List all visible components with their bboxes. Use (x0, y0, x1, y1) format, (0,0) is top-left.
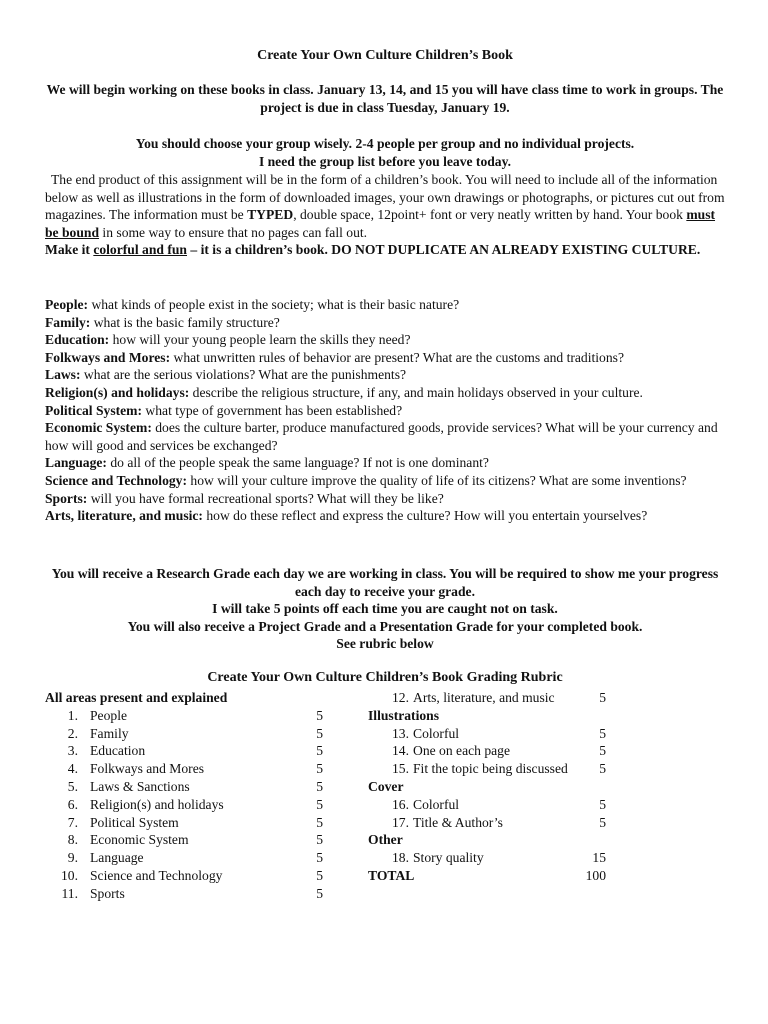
category-term: People: (45, 297, 89, 312)
rubric-number: 6. (67, 796, 78, 812)
category-item (45, 402, 725, 420)
rubric-label: Political System (90, 814, 179, 830)
intro-paragraph: We will begin working on these books in class. January 13, 14, and 15 you will have class time to work in groups. The project is due in class Tuesday, January 19. (46, 82, 724, 115)
rubric-label: Colorful (413, 796, 460, 812)
rubric-label: Fit the topic being discussed (413, 761, 568, 777)
para-colorful: colorful and fun (93, 242, 187, 258)
rubric-total-row (368, 867, 668, 885)
rubric-section-header (368, 831, 668, 849)
rubric-points: 5 (316, 867, 323, 883)
category-item (45, 296, 725, 314)
rubric-section-label: Other (368, 832, 403, 848)
rubric-row (368, 814, 668, 832)
rubric-points: 5 (316, 725, 323, 741)
rubric-row (368, 796, 668, 814)
rubric-number: 10. (61, 867, 78, 883)
rubric-number: 5. (67, 778, 78, 794)
rubric-points: 5 (316, 850, 323, 866)
category-term: Political System: (45, 402, 143, 418)
category-item (45, 349, 725, 367)
rubric-row (368, 849, 668, 867)
rubric-number: 15. (392, 761, 409, 777)
para-bold-1: Make it (45, 242, 94, 258)
rubric-number: 8. (67, 832, 78, 848)
rubric-label: People (90, 707, 127, 723)
category-desc: what are the serious violations? What are the punishments? (80, 367, 407, 383)
category-item (45, 314, 725, 332)
rubric-points: 5 (316, 761, 323, 777)
category-desc: describe the religious structure, if any, and main holidays observed in your culture. (189, 384, 643, 400)
rubric-left-column (45, 689, 345, 903)
rubric-label: Language (90, 850, 144, 866)
category-item (45, 384, 725, 402)
rubric-row (368, 760, 668, 778)
rubric-points: 5 (599, 743, 606, 759)
category-term: Arts, literature, and music: (45, 508, 203, 524)
group-line-2: I need the group list before you leave today. (258, 153, 512, 169)
grading-notes (45, 565, 725, 653)
rubric-points: 5 (316, 814, 323, 830)
category-term: Sports: (45, 490, 88, 506)
rubric-row (368, 725, 668, 743)
rubric-section-label: Cover (368, 778, 404, 794)
category-item (45, 419, 725, 454)
rubric-number: 13. (392, 725, 409, 741)
category-term: Family: (45, 314, 91, 330)
category-item (45, 472, 725, 490)
rubric-number: 12. (392, 690, 409, 705)
category-desc: how do these reflect and express the culture? How will you entertain yourselves? (202, 508, 648, 524)
rubric-number: 1. (67, 707, 78, 723)
rubric-total-points: 100 (585, 867, 606, 883)
rubric-number: 17. (392, 814, 409, 830)
rubric-label: Family (90, 725, 129, 741)
para-typed: TYPED (247, 207, 294, 223)
rubric-label: Education (90, 743, 146, 759)
rubric-points: 5 (316, 796, 323, 812)
document-title: Create Your Own Culture Children’s Book (257, 48, 513, 63)
rubric-row (45, 707, 345, 725)
category-item (45, 454, 725, 472)
rubric-row (45, 849, 345, 867)
rubric-row (45, 778, 345, 796)
rubric-row (45, 796, 345, 814)
category-item (45, 331, 725, 349)
category-term: Education: (45, 332, 110, 348)
para-text-3: in some way to ensure that no pages can fall out. (99, 224, 368, 240)
assignment-paragraph (45, 171, 725, 259)
rubric-number: 16. (392, 796, 409, 812)
para-bound: must be bound (45, 207, 716, 240)
rubric-label: Title & Author’s (413, 814, 503, 830)
category-desc: how will your young people learn the skills they need? (109, 332, 411, 348)
grading-note: See rubric below (336, 636, 434, 652)
category-item (45, 490, 725, 508)
rubric-row (45, 831, 345, 849)
category-term: Language: (45, 455, 107, 471)
category-desc: do all of the people speak the same language? If not is one dominant? (106, 455, 489, 471)
category-term: Religion(s) and holidays: (45, 384, 190, 400)
rubric-points: 5 (316, 885, 323, 901)
rubric-label: Economic System (90, 832, 189, 848)
rubric-label: Arts, literature, and music (413, 690, 555, 705)
category-desc: does the culture barter, produce manufactured goods, provide services? What will be your currency and how will good and services be exchanged? (45, 420, 718, 453)
rubric-points: 5 (599, 814, 606, 830)
category-desc: how will your culture improve the quality of life of its citizens? What are some inventions? (187, 472, 687, 488)
category-desc: what kinds of people exist in the society; what is their basic nature? (88, 297, 460, 312)
rubric-label: Folkways and Mores (90, 761, 205, 777)
rubric-label: One on each page (413, 743, 510, 759)
rubric-number: 14. (392, 743, 409, 759)
category-desc: what is the basic family structure? (90, 314, 280, 330)
rubric-label: Sports (90, 885, 125, 901)
rubric-label: Story quality (413, 850, 484, 866)
group-instructions (45, 135, 725, 170)
rubric-points: 5 (316, 743, 323, 759)
rubric-number: 2. (67, 725, 78, 741)
rubric-row (45, 814, 345, 832)
rubric-points: 5 (316, 778, 323, 794)
category-term: Laws: (45, 367, 81, 383)
rubric-points: 5 (316, 707, 323, 723)
rubric-label: Laws & Sanctions (90, 778, 190, 794)
rubric-label: Science and Technology (90, 867, 223, 883)
category-term: Folkways and Mores: (45, 349, 171, 365)
group-line-1: You should choose your group wisely. 2-4 people per group and no individual projects. (135, 136, 635, 151)
category-term: Economic System: (45, 420, 152, 436)
rubric-number: 7. (67, 814, 78, 830)
category-item (45, 507, 725, 525)
rubric-row (45, 742, 345, 760)
grading-note: I will take 5 points off each time you are caught not on task. (212, 601, 558, 617)
para-bold-2: – it is a children’s book. DO NOT DUPLICATE AN ALREADY EXISTING CULTURE. (187, 242, 701, 258)
rubric-section-label: Illustrations (368, 707, 440, 723)
category-item (45, 366, 725, 384)
rubric-row (45, 867, 345, 885)
rubric-row (45, 725, 345, 743)
category-desc: what unwritten rules of behavior are present? What are the customs and traditions? (170, 349, 624, 365)
rubric-row (368, 689, 668, 707)
grading-note: You will receive a Research Grade each day we are working in class. You will be required to show me your progress each day to receive your grade. (51, 566, 719, 599)
rubric-points: 5 (316, 832, 323, 848)
para-text-2: , double space, 12point+ font or very neatly written by hand. Your book (293, 207, 687, 223)
rubric-number: 18. (392, 850, 409, 866)
rubric-points: 15 (592, 850, 606, 866)
rubric-number: 11. (61, 885, 78, 901)
rubric-points: 5 (599, 725, 606, 741)
rubric-title: Create Your Own Culture Children’s Book Grading Rubric (207, 670, 563, 685)
rubric-section-header (368, 707, 668, 725)
category-list (45, 296, 725, 525)
category-desc: will you have formal recreational sports? What will they be like? (87, 490, 444, 506)
rubric-number: 3. (67, 743, 78, 759)
rubric-points: 5 (599, 796, 606, 812)
rubric-number: 4. (67, 761, 78, 777)
rubric-row (45, 885, 345, 903)
rubric-label: Colorful (413, 725, 460, 741)
grading-note: You will also receive a Project Grade and a Presentation Grade for your completed book. (127, 618, 643, 634)
rubric-row (45, 760, 345, 778)
rubric-total-label: TOTAL (368, 867, 415, 883)
para-text-1: The end product of this assignment will be in the form of a children’s book. You will need to include all of the information below as well as illustrations in the form of downloaded images, your own drawings or photographs, or pictures cut out from magazines. The information must be (45, 172, 725, 223)
rubric-points: 5 (599, 690, 606, 705)
rubric-points: 5 (599, 761, 606, 777)
category-term: Science and Technology: (45, 472, 187, 488)
rubric-right-column (368, 689, 668, 885)
rubric-row (368, 742, 668, 760)
category-desc: what type of government has been established? (142, 402, 403, 418)
rubric-left-header: All areas present and explained (45, 690, 228, 705)
rubric-number: 9. (67, 850, 78, 866)
rubric-section-header (368, 778, 668, 796)
rubric-label: Religion(s) and holidays (90, 796, 224, 812)
